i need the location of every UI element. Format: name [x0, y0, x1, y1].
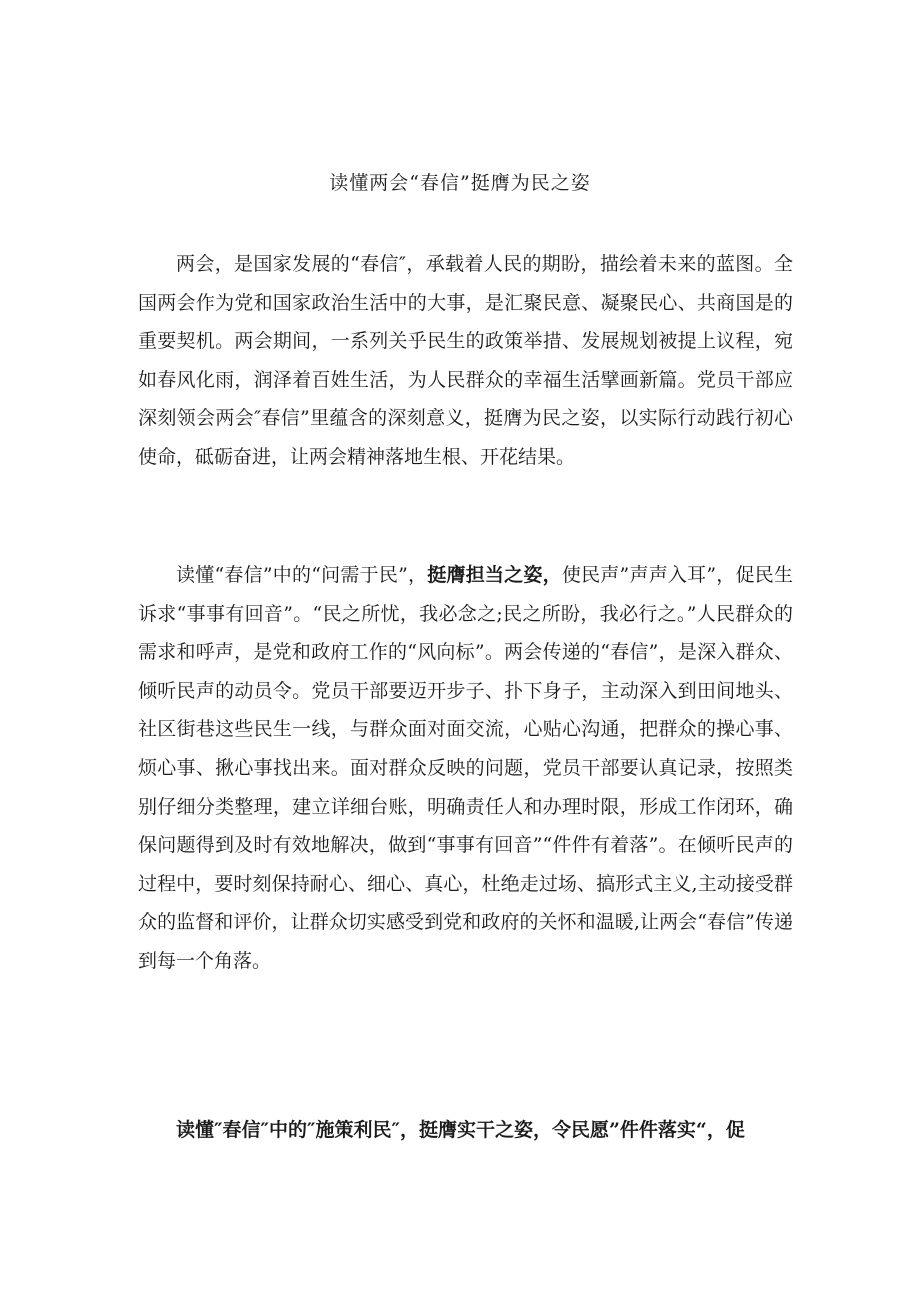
paragraph-3	[138, 1111, 793, 1150]
document-title: 读懂两会“春信”挺膺为民之姿	[329, 172, 591, 194]
paragraph-1-text: 两会，是国家发展的“春信″，承载着人民的期盼，描绘着未来的蓝图。全国两会作为党和国家政治生活中的大事，是汇聚民意、凝聚民心、共商国是的重要契机。两会期间，一系列关乎民生的政策举措、发展规划被提上议程，宛如春风化雨，润泽着百姓生活，为人民群众的幸福生活擘画新篇。党员干部应深刻领会两会″春信”里蕴含的深刻意义，挺膺为民之姿，以实际行动践行初心使命，砥砺奋进，让两会精神落地生根、开花结果。	[138, 253, 793, 468]
paragraph-2-text: 使民声”声声入耳”，促民生诉求“事事有回音”。“民之所忧，我必念之;民之所盼，我必行之。”人民群众的需求和呼声，是党和政府工作的“风向标”。两会传递的“春信”，是深入群众、倾听民声的动员令。党员干部要迈开步子、扑下身子，主动深入到田间地头、社区街巷这些民生一线，与群众面对面交流，心贴心沟通，把群众的操心事、烦心事、揪心事找出来。面对群众反映的问题，党员干部要认真记录，按照类别仔细分类整理，建立详细台账，明确责任人和办理时限，形成工作闭环，确保问题得到及时有效地解决，做到“事事有回音”“件件有着落”。在倾听民声的过程中，要时刻保持耐心、细心、真心，杜绝走过场、搞形式主义,主动接受群众的监督和评价，让群众切实感受到党和政府的关怀和温暖,让两会“春信”传递到每一个角落。	[138, 564, 793, 972]
paragraph-2-lead: 读懂“春信”中的“问需于民”，	[176, 564, 428, 586]
paragraph-3-text: 读懂″春信″中的″施策利民″，挺膺实干之姿，令民愿”件件落实“，促	[176, 1119, 745, 1141]
paragraph-2	[138, 556, 793, 981]
paragraph-1	[138, 245, 793, 477]
paragraph-2-emphasis: 挺膺担当之姿，	[427, 564, 562, 586]
